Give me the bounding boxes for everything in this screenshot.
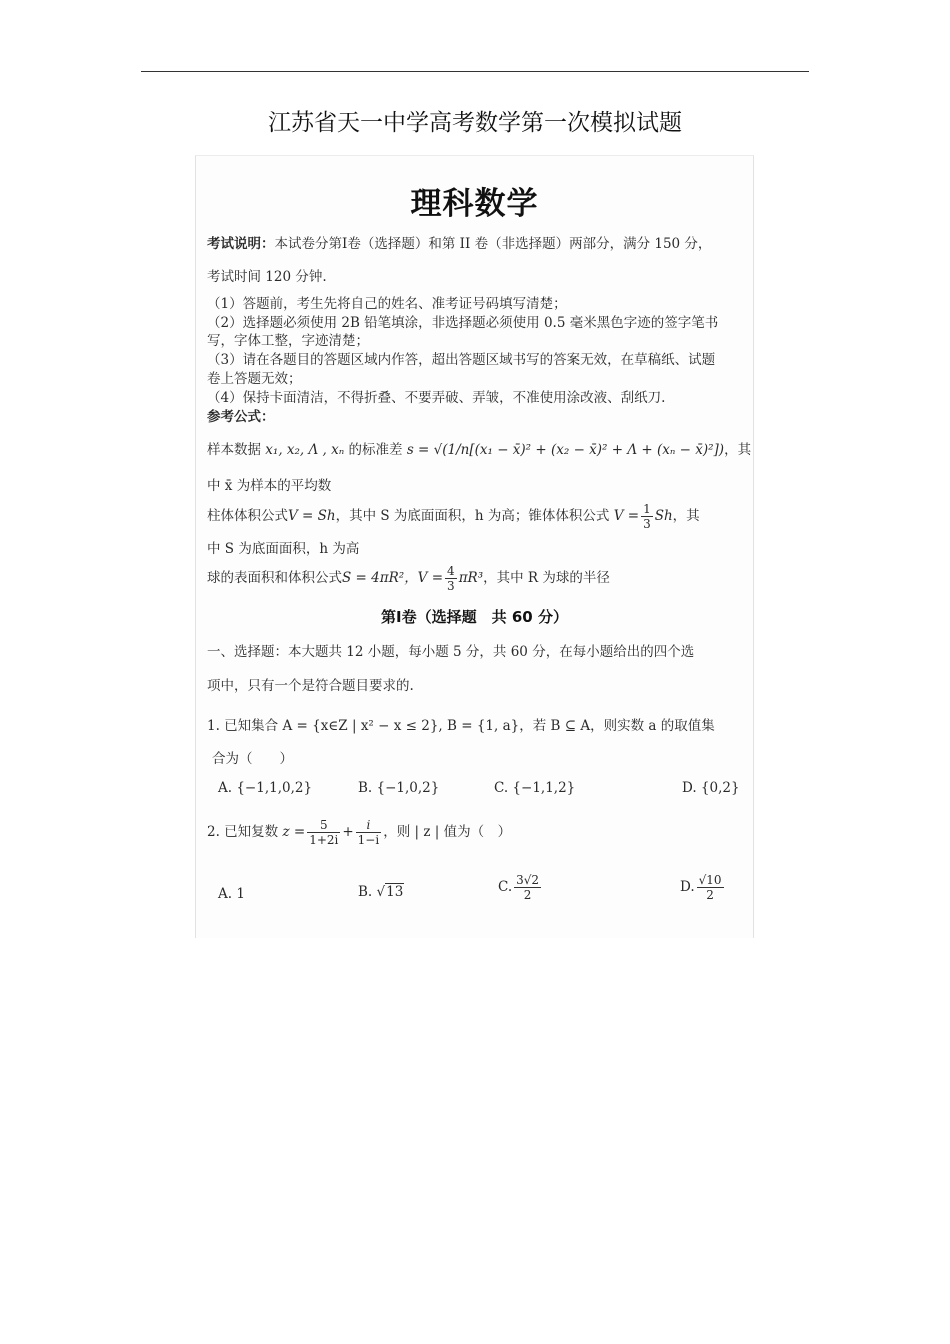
prism-line-2: 中 S 为底面面积，h 为高: [207, 541, 360, 557]
rule-1: （1）答题前，考生先将自己的姓名、准考证号码填写清楚；: [207, 296, 567, 312]
q2-suffix: ，则 | z | 值为（ ）: [383, 824, 512, 840]
cone-rhs: Sh: [654, 508, 673, 524]
q1-option-b: B. {−1,0,2}: [358, 780, 440, 796]
q1-option-a: A. {−1,1,0,2}: [218, 780, 313, 796]
std-vars: x₁, x₂, Λ , xₙ: [265, 442, 345, 458]
prism-formula: V = Sh: [288, 508, 336, 524]
q2-f1-num: 5: [307, 818, 340, 833]
prism-suffix: ，其: [672, 508, 700, 524]
sphere-suffix: ，其中 R 为球的半径: [483, 570, 610, 586]
std-mid: 的标准差: [348, 442, 403, 458]
sphere-label: 球的表面积和体积公式: [207, 570, 342, 586]
sphere-vol-rhs: πR³: [458, 570, 484, 586]
instructions-text: 本试卷分第Ⅰ卷（选择题）和第 II 卷（非选择题）两部分，满分 150 分，: [274, 236, 712, 252]
instructions-line-2: 考试时间 120 分钟.: [207, 269, 327, 285]
prism-mid: ，其中 S 为底面面积，h 为高；锥体体积公式: [335, 508, 610, 524]
sphere-vol-lhs: ，V =: [404, 570, 444, 586]
q2-option-b-radicand: 13: [386, 884, 404, 900]
q2-option-d-num: √10: [698, 873, 722, 887]
rule-3-cont: 卷上答题无效；: [207, 371, 302, 387]
cone-fraction: [641, 502, 653, 531]
q1-stem-1: 1. 已知集合 A = {x∈Z | x² − x ≤ 2}, B = {1, a}，若 B ⊆ A，则实数 a 的取值集: [207, 718, 715, 734]
std-suffix: ，其: [724, 442, 752, 458]
paper-title: 理科数学: [410, 186, 539, 222]
part1-intro-2: 项中，只有一个是符合题目要求的.: [207, 678, 414, 694]
rule-2-cont: 写，字体工整，字迹清楚；: [207, 333, 369, 349]
section-1-heading: 第Ⅰ卷（选择题 共 60 分）: [381, 608, 568, 626]
q2-option-c-label: C.: [498, 879, 513, 895]
std-formula: s = √(1/n[(x₁ − x̄)² + (x₂ − x̄)² + Λ + (xₙ − x̄)²]): [406, 442, 725, 458]
sphere-den: 3: [447, 579, 455, 593]
scanned-exam-page: [195, 155, 754, 938]
sphere-line: [207, 564, 610, 593]
q2-option-a: A. 1: [218, 886, 245, 902]
q2-option-d: [680, 873, 726, 902]
formulas-label: 参考公式：: [207, 409, 275, 425]
q2-plus: +: [342, 824, 354, 840]
sphere-fraction: [445, 564, 457, 593]
cone-num: 1: [643, 502, 651, 516]
rule-4: （4）保持卡面清洁，不得折叠、不要弄破、弄皱，不准使用涂改液、刮纸刀.: [207, 390, 666, 406]
q2-option-d-fraction: [697, 873, 724, 902]
q2-prefix: 2. 已知复数: [207, 824, 279, 840]
sphere-num: 4: [447, 564, 455, 578]
q2-option-b: B. √13: [358, 884, 404, 900]
q2-f2-den: 1−i: [357, 833, 380, 847]
q2-option-c-den: 2: [523, 888, 532, 902]
q2-option-c-fraction: [514, 873, 541, 902]
cone-lhs: V =: [613, 508, 640, 524]
header-rule: [141, 71, 809, 72]
q2-option-c-num: 3√2: [516, 873, 540, 887]
q2-option-d-label: D.: [680, 879, 695, 895]
q1-option-d: D. {0,2}: [682, 780, 740, 796]
rule-3: （3）请在各题目的答题区域内作答，超出答题区域书写的答案无效，在草稿纸、试题: [207, 352, 716, 368]
q2-f2-num: i: [356, 818, 382, 833]
q2-fraction-2: [356, 818, 382, 847]
cone-den: 3: [643, 517, 651, 531]
q2-f1-den: 1+2i: [309, 833, 339, 847]
std-prefix: 样本数据: [207, 442, 261, 458]
sphere-area: S = 4πR²: [342, 570, 405, 586]
instructions-label: 考试说明：: [207, 236, 275, 252]
std-dev-line: [207, 438, 751, 458]
rule-2: （2）选择题必须使用 2B 铅笔填涂，非选择题必须使用 0.5 毫米黑色字迹的签字笔书: [207, 315, 719, 331]
instructions-line-1: [207, 232, 711, 252]
q2-option-c: [498, 873, 543, 902]
q2-option-d-den: 2: [706, 888, 714, 902]
part1-intro-1: 一、选择题：本大题共 12 小题，每小题 5 分，共 60 分，在每小题给出的四个选: [207, 644, 695, 660]
prism-label: 柱体体积公式: [207, 508, 288, 524]
q2-z: z =: [282, 824, 306, 840]
q1-option-c: C. {−1,1,2}: [494, 780, 576, 796]
q2-option-b-label: B.: [358, 884, 373, 900]
q1-stem-2: 合为（ ）: [212, 751, 293, 767]
document-title: 江苏省天一中学高考数学第一次模拟试题: [268, 110, 682, 136]
q2-fraction-1: [307, 818, 340, 847]
std-dev-line-2: 中 x̄ 为样本的平均数: [207, 478, 332, 494]
q2-stem: [207, 818, 511, 847]
prism-cone-line: [207, 502, 700, 531]
